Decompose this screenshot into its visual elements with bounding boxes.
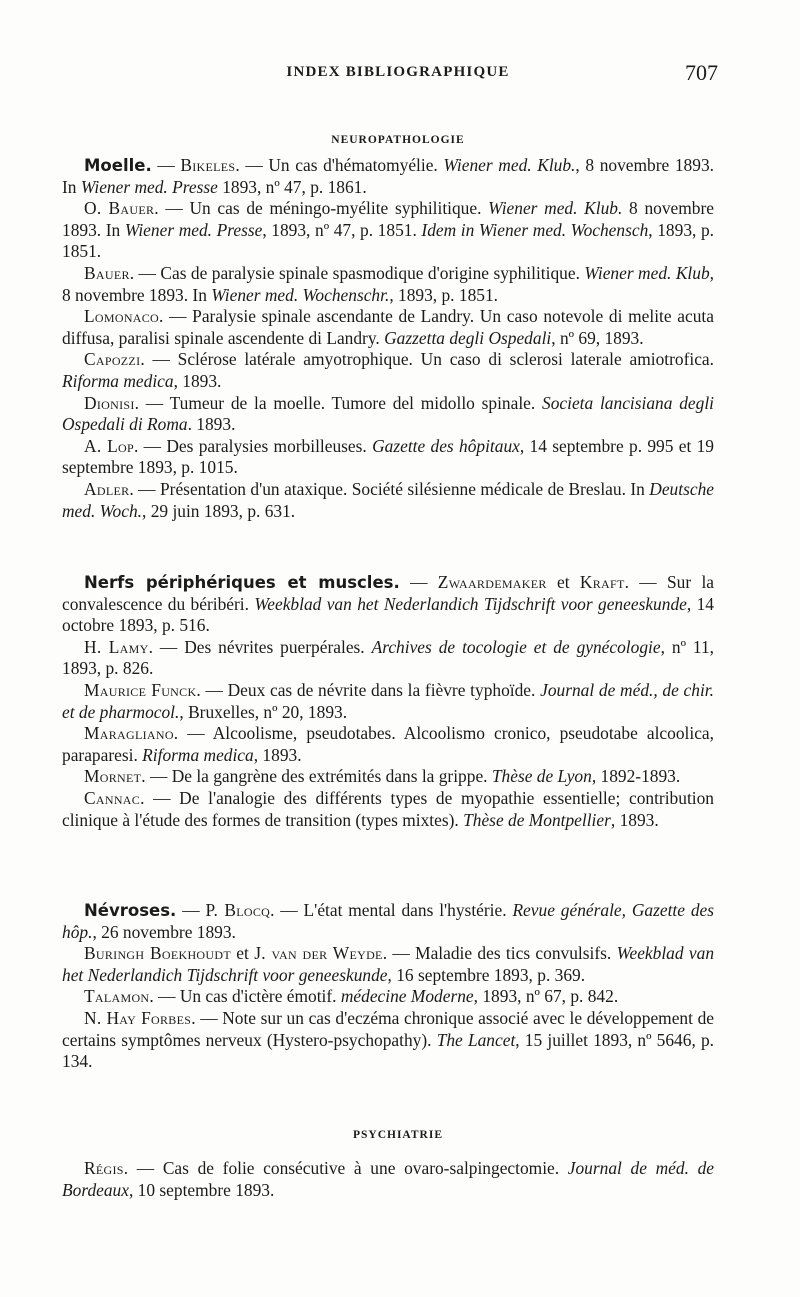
entry-text: . — L'état mental dans l'hystérie. — [270, 900, 513, 920]
entry-author: Régis — [84, 1158, 124, 1178]
entry-journal: Wiener med. Klub, — [584, 262, 714, 283]
entry-journal: Wiener med. Wochenschr. — [211, 284, 390, 305]
entry-conjunction: et — [230, 943, 255, 964]
entry-details: , 14 septembre p. 995 et 19 septembre 1893, p. 1015. — [62, 435, 715, 478]
bibliography-entry — [62, 479, 714, 522]
bibliography-entry — [62, 766, 714, 788]
entry-author: J. van der Weyde — [254, 943, 383, 964]
running-head — [78, 60, 718, 94]
entry-journal: Wiener med. Presse — [80, 176, 218, 197]
entry-author: H. Lamy — [84, 636, 149, 657]
bibliography-entry — [62, 900, 714, 943]
entry-journal: Journal de méd., de chir. et de pharmocol. — [62, 679, 714, 722]
entry-conjunction: et — [546, 572, 580, 592]
entry-text: . — Paralysie spinale ascendante de Landry. Un caso notevole di melite acuta diffusa, paralisi spinale ascendente di Landry. — [62, 306, 714, 348]
entry-journal: Journal de méd. de Bordeaux — [62, 1158, 714, 1200]
entry-details: , 1893, p. 1851. — [62, 219, 715, 262]
bibliography-entry — [62, 788, 714, 831]
entry-author: P. Blocq — [205, 900, 271, 920]
entry-author: Zwaardemaker — [437, 572, 547, 592]
entry-details: , 1892-1893. — [591, 766, 681, 787]
entry-details: 8 novembre 1893. In — [62, 198, 714, 240]
entry-journal: Idem in Wiener med. Wochensch — [421, 219, 649, 240]
entry-journal: Societa lancisiana degli Ospedali di Roma — [62, 392, 714, 435]
entry-author: Bauer — [84, 262, 130, 283]
bibliography-entry — [62, 155, 714, 198]
entry-journal: The Lancet — [436, 1029, 516, 1050]
page-number: 707 — [685, 60, 718, 85]
entry-text: . — Sclérose latérale amyotrophique. Un caso di sclerosi laterale amiotrofica. — [140, 349, 714, 370]
topic-block-nerfs — [62, 572, 714, 831]
bibliography-entry — [62, 263, 714, 306]
entry-journal: Gazette des hôpitaux — [372, 435, 520, 456]
entry-text: . — Présentation d'un ataxique. Société silésienne médicale de Breslau. In — [129, 478, 650, 499]
entry-author: Bikeles — [180, 155, 236, 175]
entry-author: Capozzi — [84, 349, 141, 370]
entry-journal: Weekblad van het Nederlandich Tijdschrift voor geneeskunde — [254, 593, 687, 614]
entry-details: , Bruxelles, nº 20, 1893. — [179, 701, 348, 722]
entry-text: . — Cas de paralysie spinale spasmodique d'origine syphilitique. — [129, 262, 585, 283]
entry-text: . — De la gangrène des extrémités dans la grippe. — [141, 766, 492, 787]
entry-details: , 10 septembre 1893. — [128, 1179, 275, 1200]
entry-journal: Wiener med. Presse — [124, 219, 263, 240]
entry-author: Maragliano — [84, 723, 174, 744]
entry-author: Maurice Funck — [84, 679, 197, 700]
entry-details: 1893, nº 47, p. 1861. — [217, 176, 367, 197]
entry-details: , 1893, p. 1851. — [389, 284, 499, 305]
topic-heading: Névroses. — [84, 901, 177, 920]
entry-text: . — Des névrites puerpérales. — [148, 636, 372, 657]
bibliography-entry — [62, 986, 714, 1008]
bibliography-entry — [62, 637, 714, 680]
entry-text: . — Maladie des tics convulsifs. — [382, 943, 617, 964]
entry-details: , 29 juin 1893, p. 631. — [142, 500, 296, 521]
entry-journal: médecine Moderne — [340, 986, 474, 1007]
entry-details: , nº 69, 1893. — [551, 327, 644, 348]
entry-details: . 1893. — [187, 414, 236, 435]
entry-text: . — Note sur un cas d'eczéma chronique associé avec le développement de certains symptômes nerveux (Hystero-psychopathy). — [62, 1007, 714, 1050]
entry-author: Buringh Boekhoudt — [84, 943, 231, 964]
entry-details: , 1893. — [253, 744, 302, 765]
dash: — — [176, 900, 206, 920]
entry-details: , 8 novembre 1893. In — [62, 155, 714, 197]
entry-details: , 26 novembre 1893. — [92, 921, 236, 942]
entry-author: Talamon — [84, 986, 150, 1007]
section-heading-neuropathologie: NEUROPATHOLOGIE — [331, 134, 465, 146]
bibliography-entry — [62, 393, 714, 436]
entry-text: . — Sur la convalescence du béribéri. — [62, 572, 714, 614]
bibliography-entry — [62, 306, 714, 349]
entry-text: . — Alcoolisme, pseudotabes. Alcoolismo cronico, pseudotabe alcoolica, paraparesi. — [62, 723, 714, 765]
bibliography-entry — [62, 1008, 714, 1073]
entry-text: . — Des paralysies morbilleuses. — [133, 435, 373, 456]
entry-journal: Wiener med. Klub. — [443, 155, 576, 175]
topic-block-moelle — [62, 155, 714, 522]
entry-author: Kraft — [579, 572, 625, 592]
entry-journal: Thèse de Lyon — [491, 766, 592, 787]
topic-heading: Nerfs périphériques et muscles. — [84, 573, 400, 592]
bibliography-entry — [62, 1158, 714, 1201]
entry-details: , 1893. — [173, 370, 222, 391]
entry-journal: Archives de tocologie et de gynécologie — [371, 636, 661, 657]
entry-details: , 16 septembre 1893, p. 369. — [387, 964, 586, 985]
entry-journal: Weekblad van het Nederlandich Tijdschrift voor geneeskunde — [62, 943, 715, 985]
entry-details: , 1893, nº 67, p. 842. — [473, 986, 619, 1007]
entry-author: A. Lop — [84, 435, 134, 456]
entry-journal: Revue générale, Gazette des hôp. — [62, 900, 714, 942]
entry-details: , nº 11, 1893, p. 826. — [62, 636, 714, 679]
bibliography-entry — [62, 349, 714, 392]
entry-details: , 15 juillet 1893, nº 5646, p. 134. — [62, 1029, 715, 1072]
entry-author: O. Bauer — [84, 198, 155, 219]
bibliography-entry — [62, 723, 714, 766]
entry-journal: Gazzetta degli Ospedali — [384, 327, 552, 348]
entry-details: , 14 octobre 1893, p. 516. — [62, 593, 714, 636]
bibliography-entry — [62, 572, 714, 637]
dash: — — [151, 155, 181, 175]
topic-block-psychiatrie — [62, 1158, 714, 1201]
bibliography-entry — [62, 680, 714, 723]
entry-text: . — Cas de folie consécutive à une ovaro-salpingectomie. — [123, 1158, 568, 1178]
bibliography-entry — [62, 198, 714, 263]
entry-details: , 1893. — [610, 809, 659, 830]
bibliography-entry — [62, 436, 714, 479]
bibliography-entry — [62, 943, 714, 986]
entry-text: . — Tumeur de la moelle. Tumore del midollo spinale. — [134, 392, 543, 413]
entry-details: 8 novembre 1893. In — [62, 284, 212, 305]
entry-text: . — Deux cas de névrite dans la fièvre typhoïde. — [196, 679, 541, 700]
dash: — — [399, 572, 438, 592]
entry-journal: Thèse de Montpellier — [463, 809, 611, 830]
topic-block-nevroses — [62, 900, 714, 1073]
entry-journal: Riforma medica — [142, 744, 254, 765]
entry-text: . — Un cas d'hématomyélie. — [235, 155, 444, 175]
entry-author: Lomonaco — [84, 306, 160, 327]
entry-author: Cannac — [84, 787, 141, 808]
topic-heading: Moelle. — [84, 156, 152, 175]
entry-text: . — Un cas de méningo-myélite syphilitique. — [154, 198, 489, 219]
entry-journal: Deutsche med. Woch. — [62, 478, 714, 521]
entry-author: Mornet — [84, 766, 142, 787]
entry-author: Dionisi — [84, 392, 135, 413]
entry-journal: Riforma medica — [62, 370, 174, 391]
entry-text: . — Un cas d'ictère émotif. — [149, 986, 341, 1007]
entry-author: N. Hay Forbes — [84, 1007, 192, 1028]
entry-journal: Wiener med. Klub. — [488, 198, 623, 219]
running-title: INDEX BIBLIOGRAPHIQUE — [286, 64, 510, 80]
entry-text: . — De l'analogie des différents types de myopathie essentielle; contribution clinique à l'étude des formes de transition (types mixtes). — [62, 787, 714, 830]
entry-details: , 1893, nº 47, p. 1851. — [262, 219, 422, 240]
entry-author: Adler — [84, 478, 130, 499]
section-heading-psychiatrie: PSYCHIATRIE — [352, 1129, 444, 1141]
